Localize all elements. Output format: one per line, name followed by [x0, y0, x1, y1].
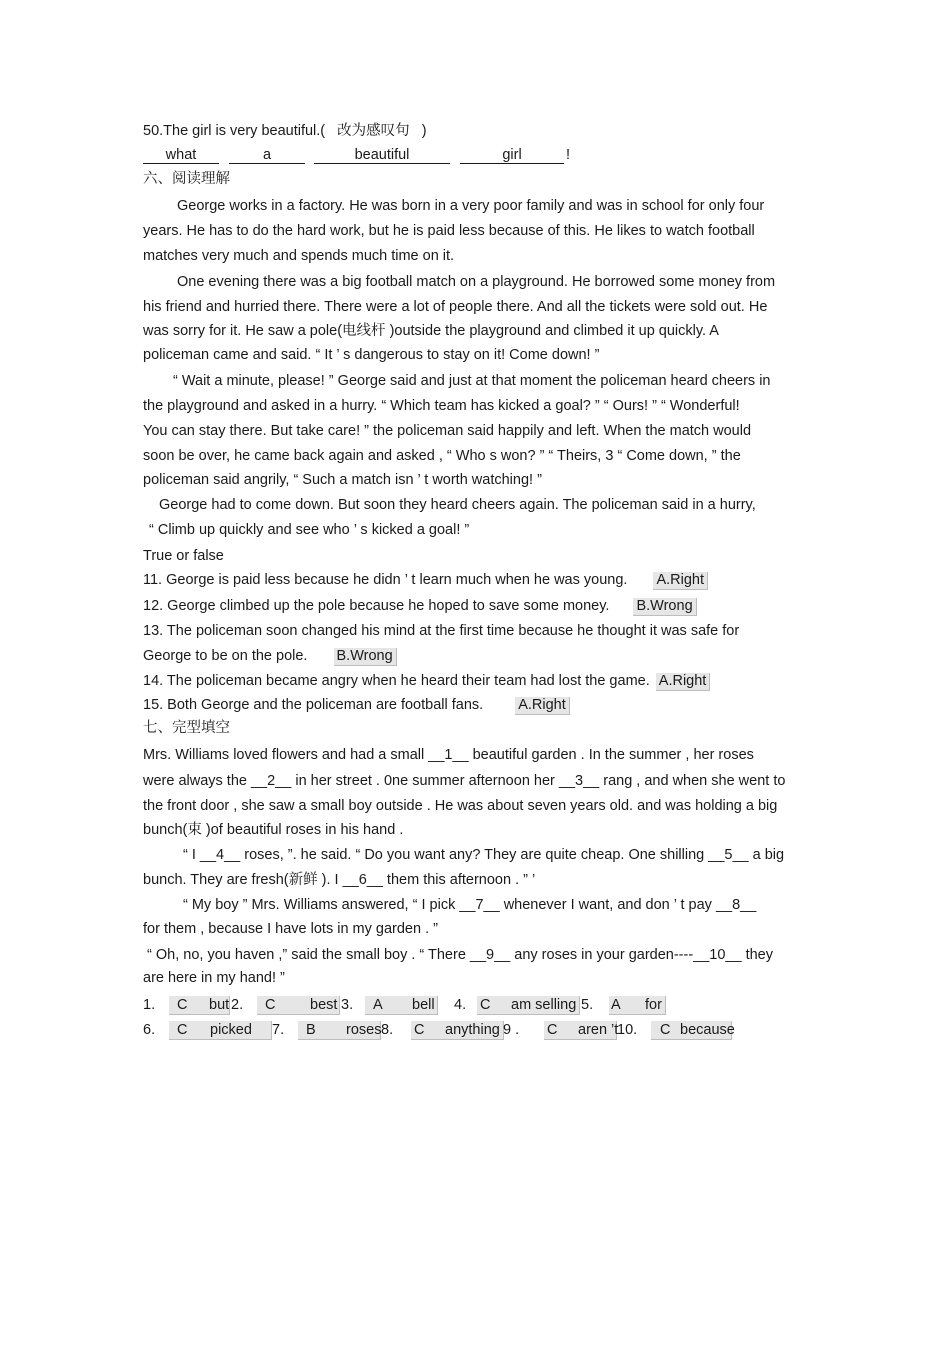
- passage-line: You can stay there. But take care! ” the policeman said happily and left. When the match would: [143, 423, 752, 439]
- cloze-answer-row-2: [143, 1021, 743, 1041]
- q50-blank-3: beautiful: [314, 146, 450, 164]
- answer-letter: C: [547, 1022, 558, 1038]
- answer-word: bell: [412, 997, 435, 1013]
- cloze-line: the front door , she saw a small boy outside . He was about seven years old. and was holding a big: [143, 798, 778, 814]
- question-11: [143, 571, 708, 590]
- answer-word: anything: [445, 1022, 500, 1038]
- passage-line: his friend and hurried there. There were a lot of people there. And all the tickets were sold out. He: [143, 299, 768, 315]
- passage-line: George had to come down. But soon they heard cheers again. The policeman said in a hurry,: [159, 497, 756, 513]
- passage-line: policeman said angrily, “ Such a match isn ’ t worth watching! ”: [143, 472, 542, 488]
- question-text: 12. George climbed up the pole because he hoped to save some money.: [143, 598, 610, 614]
- q50-prompt-text: 50.The girl is very beautiful.(: [143, 123, 326, 139]
- answer-number: 2.: [231, 997, 244, 1013]
- cloze-line: bunch. They are fresh(新鲜 ). I __6__ them this afternoon . ” ’: [143, 872, 536, 888]
- passage-line: George works in a factory. He was born in a very poor family and was in school for only four: [177, 198, 765, 214]
- section7-heading: 七、完型填空: [143, 720, 230, 736]
- answer-box: B.Wrong: [633, 598, 696, 616]
- passage-line: One evening there was a big football match on a playground. He borrowed some money from: [177, 274, 776, 290]
- answer-letter: C: [265, 997, 276, 1013]
- answer-word: but: [209, 997, 230, 1013]
- question-text: George to be on the pole.: [143, 648, 308, 664]
- q50-blank-2: a: [229, 146, 305, 164]
- answer-number: 8.: [381, 1022, 394, 1038]
- answer-letter: C: [177, 997, 188, 1013]
- passage-line: years. He has to do the hard work, but he is paid less because of this. He likes to watch football: [143, 223, 755, 239]
- cloze-answer-row-1: [143, 996, 703, 1016]
- answer-letter: C: [414, 1022, 425, 1038]
- answer-word: aren ’t: [578, 1022, 619, 1038]
- cloze-line: “ Oh, no, you haven ,” said the small boy . “ There __9__ any roses in your garden----__10__ they: [147, 947, 773, 963]
- cloze-line: bunch(束 )of beautiful roses in his hand .: [143, 822, 404, 838]
- passage-line: was sorry for it. He saw a pole(电线杆 )outside the playground and climbed it up quickly. A: [143, 323, 719, 339]
- cloze-line: Mrs. Williams loved flowers and had a small __1__ beautiful garden . In the summer , her roses: [143, 747, 754, 763]
- question-13-cont: [143, 647, 397, 666]
- answer-word: best: [310, 997, 338, 1013]
- q50-prompt-end: ): [421, 123, 427, 139]
- question-text: 15. Both George and the policeman are football fans.: [143, 697, 484, 713]
- answer-number: 3.: [341, 997, 354, 1013]
- answer-word: roses: [346, 1022, 382, 1038]
- answer-box: B.Wrong: [334, 648, 397, 666]
- answer-number: 4.: [454, 997, 467, 1013]
- answer-letter: C: [660, 1022, 671, 1038]
- question-14: [143, 672, 710, 691]
- answer-box: [365, 996, 438, 1015]
- passage-line: “ Climb up quickly and see who ’ s kicked a goal! ”: [149, 522, 470, 538]
- section6-heading: 六、阅读理解: [143, 171, 230, 187]
- answer-number: 7.: [272, 1022, 285, 1038]
- answer-number: 1.: [143, 997, 156, 1013]
- question-text: 11. George is paid less because he didn ’ t learn much when he was young.: [143, 572, 628, 588]
- answer-word: am selling: [511, 997, 577, 1013]
- passage-line: matches very much and spends much time on it.: [143, 248, 455, 264]
- answer-letter: A: [611, 997, 621, 1013]
- passage-line: policeman came and said. “ It ’ s dangerous to stay on it! Come down! ”: [143, 347, 600, 363]
- cloze-line: were always the __2__ in her street . 0ne summer afternoon her __3__ rang , and when she went to: [143, 773, 786, 789]
- answer-box: [298, 1021, 381, 1040]
- q50-blank-4: girl: [460, 146, 564, 164]
- answer-box: [169, 996, 230, 1015]
- answer-number: 5.: [581, 997, 594, 1013]
- answer-box: A.Right: [656, 673, 711, 691]
- answer-word: for: [645, 997, 662, 1013]
- answer-box: A.Right: [653, 572, 708, 590]
- answer-box: [477, 996, 580, 1015]
- cloze-line: for them , because I have lots in my garden . ”: [143, 921, 438, 937]
- answer-number: 6.: [143, 1022, 156, 1038]
- answer-number: 9 .: [503, 1022, 520, 1038]
- question-15: [143, 696, 570, 715]
- cloze-line: “ I __4__ roses, ”. he said. “ Do you want any? They are quite cheap. One shilling __5__ a big: [183, 847, 785, 863]
- passage-line: the playground and asked in a hurry. “ Which team has kicked a goal? ” “ Ours! ” “ Wonderful!: [143, 398, 740, 414]
- answer-box: [169, 1021, 272, 1040]
- answer-word: picked: [210, 1022, 252, 1038]
- answer-box: [651, 1021, 735, 1040]
- answer-box: A.Right: [515, 697, 570, 715]
- answer-box: [609, 996, 666, 1015]
- tf-heading: True or false: [143, 548, 224, 564]
- q50-exclaim: !: [566, 147, 571, 163]
- answer-box: [257, 996, 340, 1015]
- answer-letter: C: [177, 1022, 188, 1038]
- answer-letter: A: [373, 997, 383, 1013]
- q50-blank-1: what: [143, 146, 219, 164]
- passage-line: “ Wait a minute, please! ” George said and just at that moment the policeman heard cheers in: [173, 373, 771, 389]
- q50-prompt: [143, 122, 427, 140]
- answer-letter: B: [306, 1022, 316, 1038]
- question-12: [143, 597, 697, 616]
- q50-answer-line: [143, 146, 583, 166]
- cloze-line: are here in my hand! ”: [143, 970, 285, 986]
- q50-prompt-cn: 改为感叹句: [337, 123, 410, 139]
- question-text: 14. The policeman became angry when he heard their team had lost the game.: [143, 673, 650, 689]
- cloze-line: “ My boy ” Mrs. Williams answered, “ I pick __7__ whenever I want, and don ’ t pay __8__: [183, 897, 757, 913]
- passage-line: soon be over, he came back again and asked , “ Who s won? ” “ Theirs, 3 “ Come down, ” the: [143, 448, 741, 464]
- answer-number: 10.: [617, 1022, 638, 1038]
- question-13: 13. The policeman soon changed his mind at the first time because he thought it was safe for: [143, 623, 740, 639]
- answer-box: [411, 1021, 504, 1040]
- answer-box: [544, 1021, 617, 1040]
- answer-word: because: [680, 1022, 735, 1038]
- answer-letter: C: [480, 997, 491, 1013]
